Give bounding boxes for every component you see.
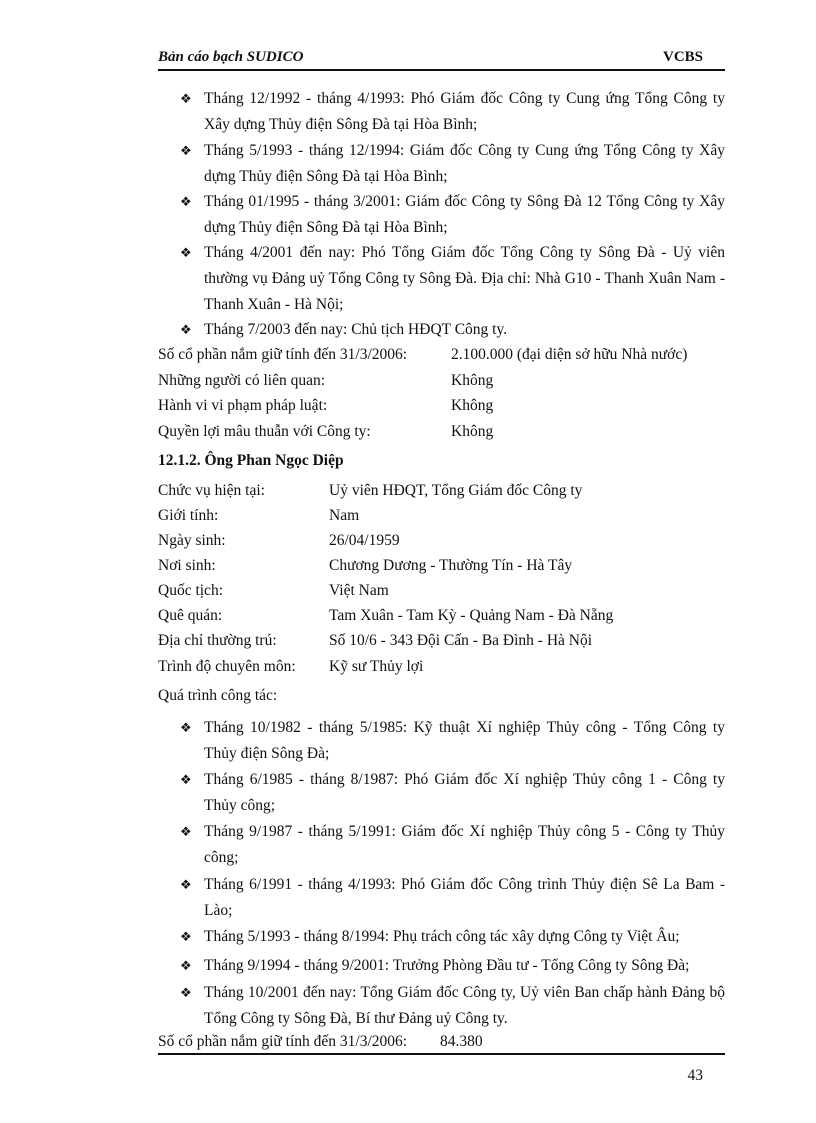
bullet-icon: ❖ (180, 985, 192, 1000)
list-item-text: Tháng 5/1993 - tháng 8/1994: Phụ trách công tác xây dựng Công ty Việt Âu; (204, 928, 680, 945)
field-value: Kỹ sư Thủy lợi (329, 658, 424, 675)
list-item (180, 924, 725, 950)
field-value: 84.380 (440, 1033, 483, 1050)
field-label: Địa chỉ thường trú: (158, 632, 277, 649)
bullet-icon: ❖ (180, 194, 192, 209)
list-item-text: Tháng 01/1995 - tháng 3/2001: Giám đốc Công ty Sông Đà 12 Tổng Công ty Xây dựng Thủy điện Sông Đà tại Hòa Bình; (204, 193, 725, 236)
list-item (180, 872, 725, 924)
page-header (158, 47, 725, 71)
list-item-text: Tháng 5/1993 - tháng 12/1994: Giám đốc Công ty Cung ứng Tổng Công ty Xây dựng Thủy điện Sông Đà tại Hòa Bình; (204, 142, 725, 185)
list-item-text: Tháng 10/2001 đến nay: Tổng Giám đốc Công ty, Uỷ viên Ban chấp hành Đảng bộ Tổng Công ty Sông Đà, Bí thư Đảng uỷ Công ty. (204, 984, 725, 1027)
list-item (180, 715, 725, 767)
bullet-icon: ❖ (180, 824, 192, 839)
field-value: 26/04/1959 (329, 532, 400, 549)
field-value: Không (451, 372, 494, 389)
list-item (180, 819, 725, 871)
field-label: Hành vi vi phạm pháp luật: (158, 397, 328, 414)
list-item (180, 86, 725, 138)
list-item (180, 767, 725, 819)
field-label: Số cổ phần nắm giữ tính đến 31/3/2006: (158, 1033, 408, 1050)
field-label: Những người có liên quan: (158, 372, 326, 389)
field-value: 2.100.000 (đại diện sở hữu Nhà nước) (451, 346, 688, 363)
bullet-icon: ❖ (180, 958, 192, 973)
list-item (180, 138, 725, 190)
bullet-icon: ❖ (180, 720, 192, 735)
field-label: Giới tính: (158, 507, 219, 524)
field-label: Số cổ phần nắm giữ tính đến 31/3/2006: (158, 346, 408, 363)
list-item-text: Tháng 9/1994 - tháng 9/2001: Trưởng Phòng Đầu tư - Tổng Công ty Sông Đà; (204, 957, 690, 974)
bullet-icon: ❖ (180, 772, 192, 787)
list-item-text: Tháng 4/2001 đến nay: Phó Tổng Giám đốc Tổng Công ty Sông Đà - Uỷ viên thường vụ Đảng uỷ Tổng Công ty Sông Đà. Địa chỉ: Nhà G10 - Thanh Xuân Nam - Thanh Xuân - Hà Nội; (204, 244, 725, 313)
section-heading: 12.1.2. Ông Phan Ngọc Diệp (158, 452, 344, 469)
field-value: Việt Nam (329, 582, 389, 599)
field-label: Quyền lợi mâu thuẫn với Công ty: (158, 423, 371, 440)
field-value: Số 10/6 - 343 Đội Cấn - Ba Đình - Hà Nội (329, 632, 593, 649)
bullet-icon: ❖ (180, 877, 192, 892)
field-value: Không (451, 397, 494, 414)
bullet-icon: ❖ (180, 245, 192, 260)
list-item-text: Tháng 6/1991 - tháng 4/1993: Phó Giám đốc Công trình Thủy điện Sê La Bam - Lào; (204, 876, 725, 919)
list-item-text: Tháng 6/1985 - tháng 8/1987: Phó Giám đốc Xí nghiệp Thủy công 1 - Công ty Thủy công; (204, 771, 725, 814)
list-item (180, 189, 725, 241)
list-item (180, 317, 725, 343)
list-item (180, 240, 725, 318)
header-publisher: VCBS (662, 49, 703, 65)
work-history-label: Quá trình công tác: (158, 687, 278, 704)
field-label: Quốc tịch: (158, 582, 223, 599)
bullet-icon: ❖ (180, 91, 192, 106)
field-label: Trình độ chuyên môn: (158, 658, 296, 675)
list-item-text: Tháng 10/1982 - tháng 5/1985: Kỹ thuật Xí nghiệp Thủy công - Tổng Công ty Thủy điện Sông Đà; (204, 719, 725, 762)
field-value: Nam (329, 507, 360, 524)
field-label: Nơi sinh: (158, 557, 216, 574)
list-item (180, 953, 725, 979)
list-item-text: Tháng 7/2003 đến nay: Chủ tịch HĐQT Công ty. (204, 321, 508, 338)
list-item (180, 980, 725, 1032)
list-item-text: Tháng 12/1992 - tháng 4/1993: Phó Giám đốc Công ty Cung ứng Tổng Công ty Xây dựng Thủy điện Sông Đà tại Hòa Bình; (204, 90, 725, 133)
field-value: Uỷ viên HĐQT, Tổng Giám đốc Công ty (329, 482, 583, 499)
field-label: Ngày sinh: (158, 532, 226, 549)
field-label: Chức vụ hiện tại: (158, 482, 265, 499)
bullet-icon: ❖ (180, 322, 192, 337)
footer-divider (158, 1053, 725, 1055)
bullet-icon: ❖ (180, 929, 192, 944)
field-label: Quê quán: (158, 607, 223, 624)
header-title: Bản cáo bạch SUDICO (158, 49, 304, 65)
bullet-icon: ❖ (180, 143, 192, 158)
page-number: 43 (687, 1067, 703, 1084)
list-item-text: Tháng 9/1987 - tháng 5/1991: Giám đốc Xí nghiệp Thủy công 5 - Công ty Thủy công; (204, 823, 725, 866)
field-value: Chương Dương - Thường Tín - Hà Tây (329, 557, 573, 574)
field-value: Không (451, 423, 494, 440)
field-value: Tam Xuân - Tam Kỳ - Quảng Nam - Đà Nẵng (329, 607, 614, 624)
